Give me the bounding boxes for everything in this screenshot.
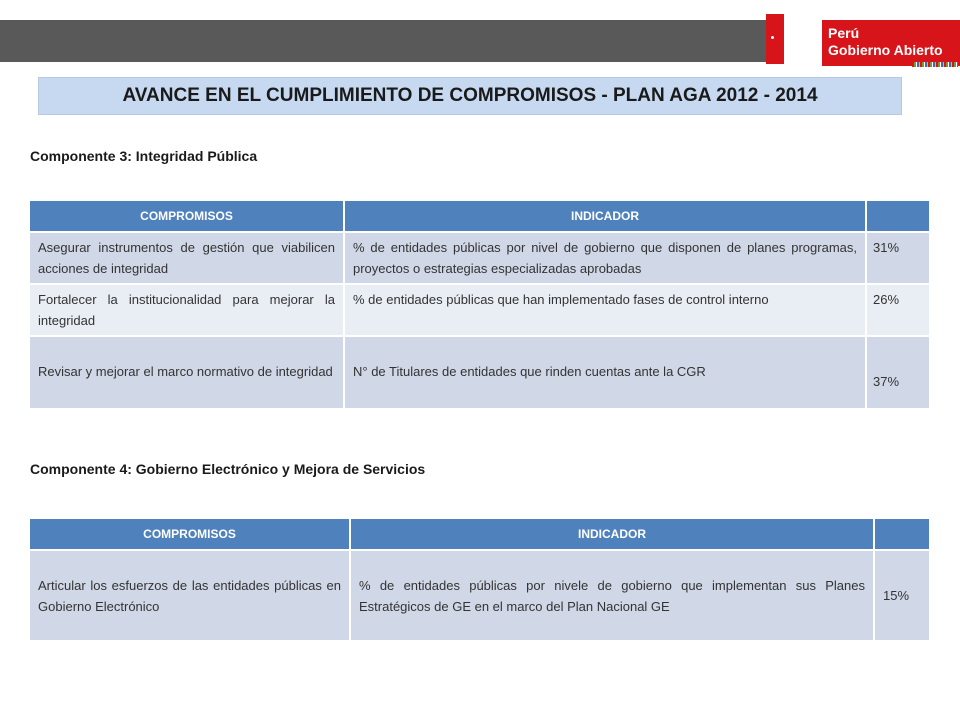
- page-title: AVANCE EN EL CUMPLIMIENTO DE COMPROMISOS - PLAN AGA 2012 - 2014: [38, 77, 902, 115]
- header-indicador: INDICADOR: [344, 201, 866, 232]
- indicador-cell: % de entidades públicas por nivel de gobierno que disponen de planes programas, proyectos o estrategias especializadas aprobadas: [344, 232, 866, 284]
- indicador-cell: % de entidades públicas que han implementado fases de control interno: [344, 284, 866, 336]
- logo-line2: Gobierno Abierto: [828, 42, 943, 58]
- logo-line1: Perú: [828, 25, 860, 41]
- table-header-row: [30, 201, 930, 232]
- door-icon: [766, 14, 784, 64]
- avance-cell: 26%: [866, 284, 930, 336]
- avance-cell: 31%: [866, 232, 930, 284]
- indicador-cell: N° de Titulares de entidades que rinden cuentas ante la CGR: [344, 336, 866, 408]
- header-avance: [866, 201, 930, 232]
- compromiso-cell: Revisar y mejorar el marco normativo de integridad: [30, 336, 344, 408]
- avance-cell: 15%: [874, 550, 930, 640]
- logo-text: [828, 25, 943, 59]
- compromiso-cell: Articular los esfuerzos de las entidades públicas en Gobierno Electrónico: [30, 550, 350, 640]
- compromiso-cell: Fortalecer la institucionalidad para mejorar la integridad: [30, 284, 344, 336]
- table-header-row: [30, 519, 930, 550]
- indicador-cell: % de entidades públicas por nivele de gobierno que implementan sus Planes Estratégicos de GE en el marco del Plan Nacional GE: [350, 550, 874, 640]
- component-3-heading: Componente 3: Integridad Pública: [30, 148, 258, 164]
- compromiso-cell: Asegurar instrumentos de gestión que viabilicen acciones de integridad: [30, 232, 344, 284]
- header-avance: [874, 519, 930, 550]
- peru-gobierno-abierto-logo: [766, 14, 960, 68]
- avance-cell: 37%: [866, 336, 930, 408]
- header-indicador: INDICADOR: [350, 519, 874, 550]
- header-compromisos: COMPROMISOS: [30, 201, 344, 232]
- table-row: [30, 232, 930, 284]
- table-row: [30, 336, 930, 408]
- logo-stripes: [912, 62, 958, 67]
- component-4-table: [30, 519, 931, 640]
- header-compromisos: COMPROMISOS: [30, 519, 350, 550]
- component-4-heading: Componente 4: Gobierno Electrónico y Mejora de Servicios: [30, 461, 426, 477]
- table-row: [30, 550, 930, 640]
- component-3-table: [30, 201, 931, 408]
- table-row: [30, 284, 930, 336]
